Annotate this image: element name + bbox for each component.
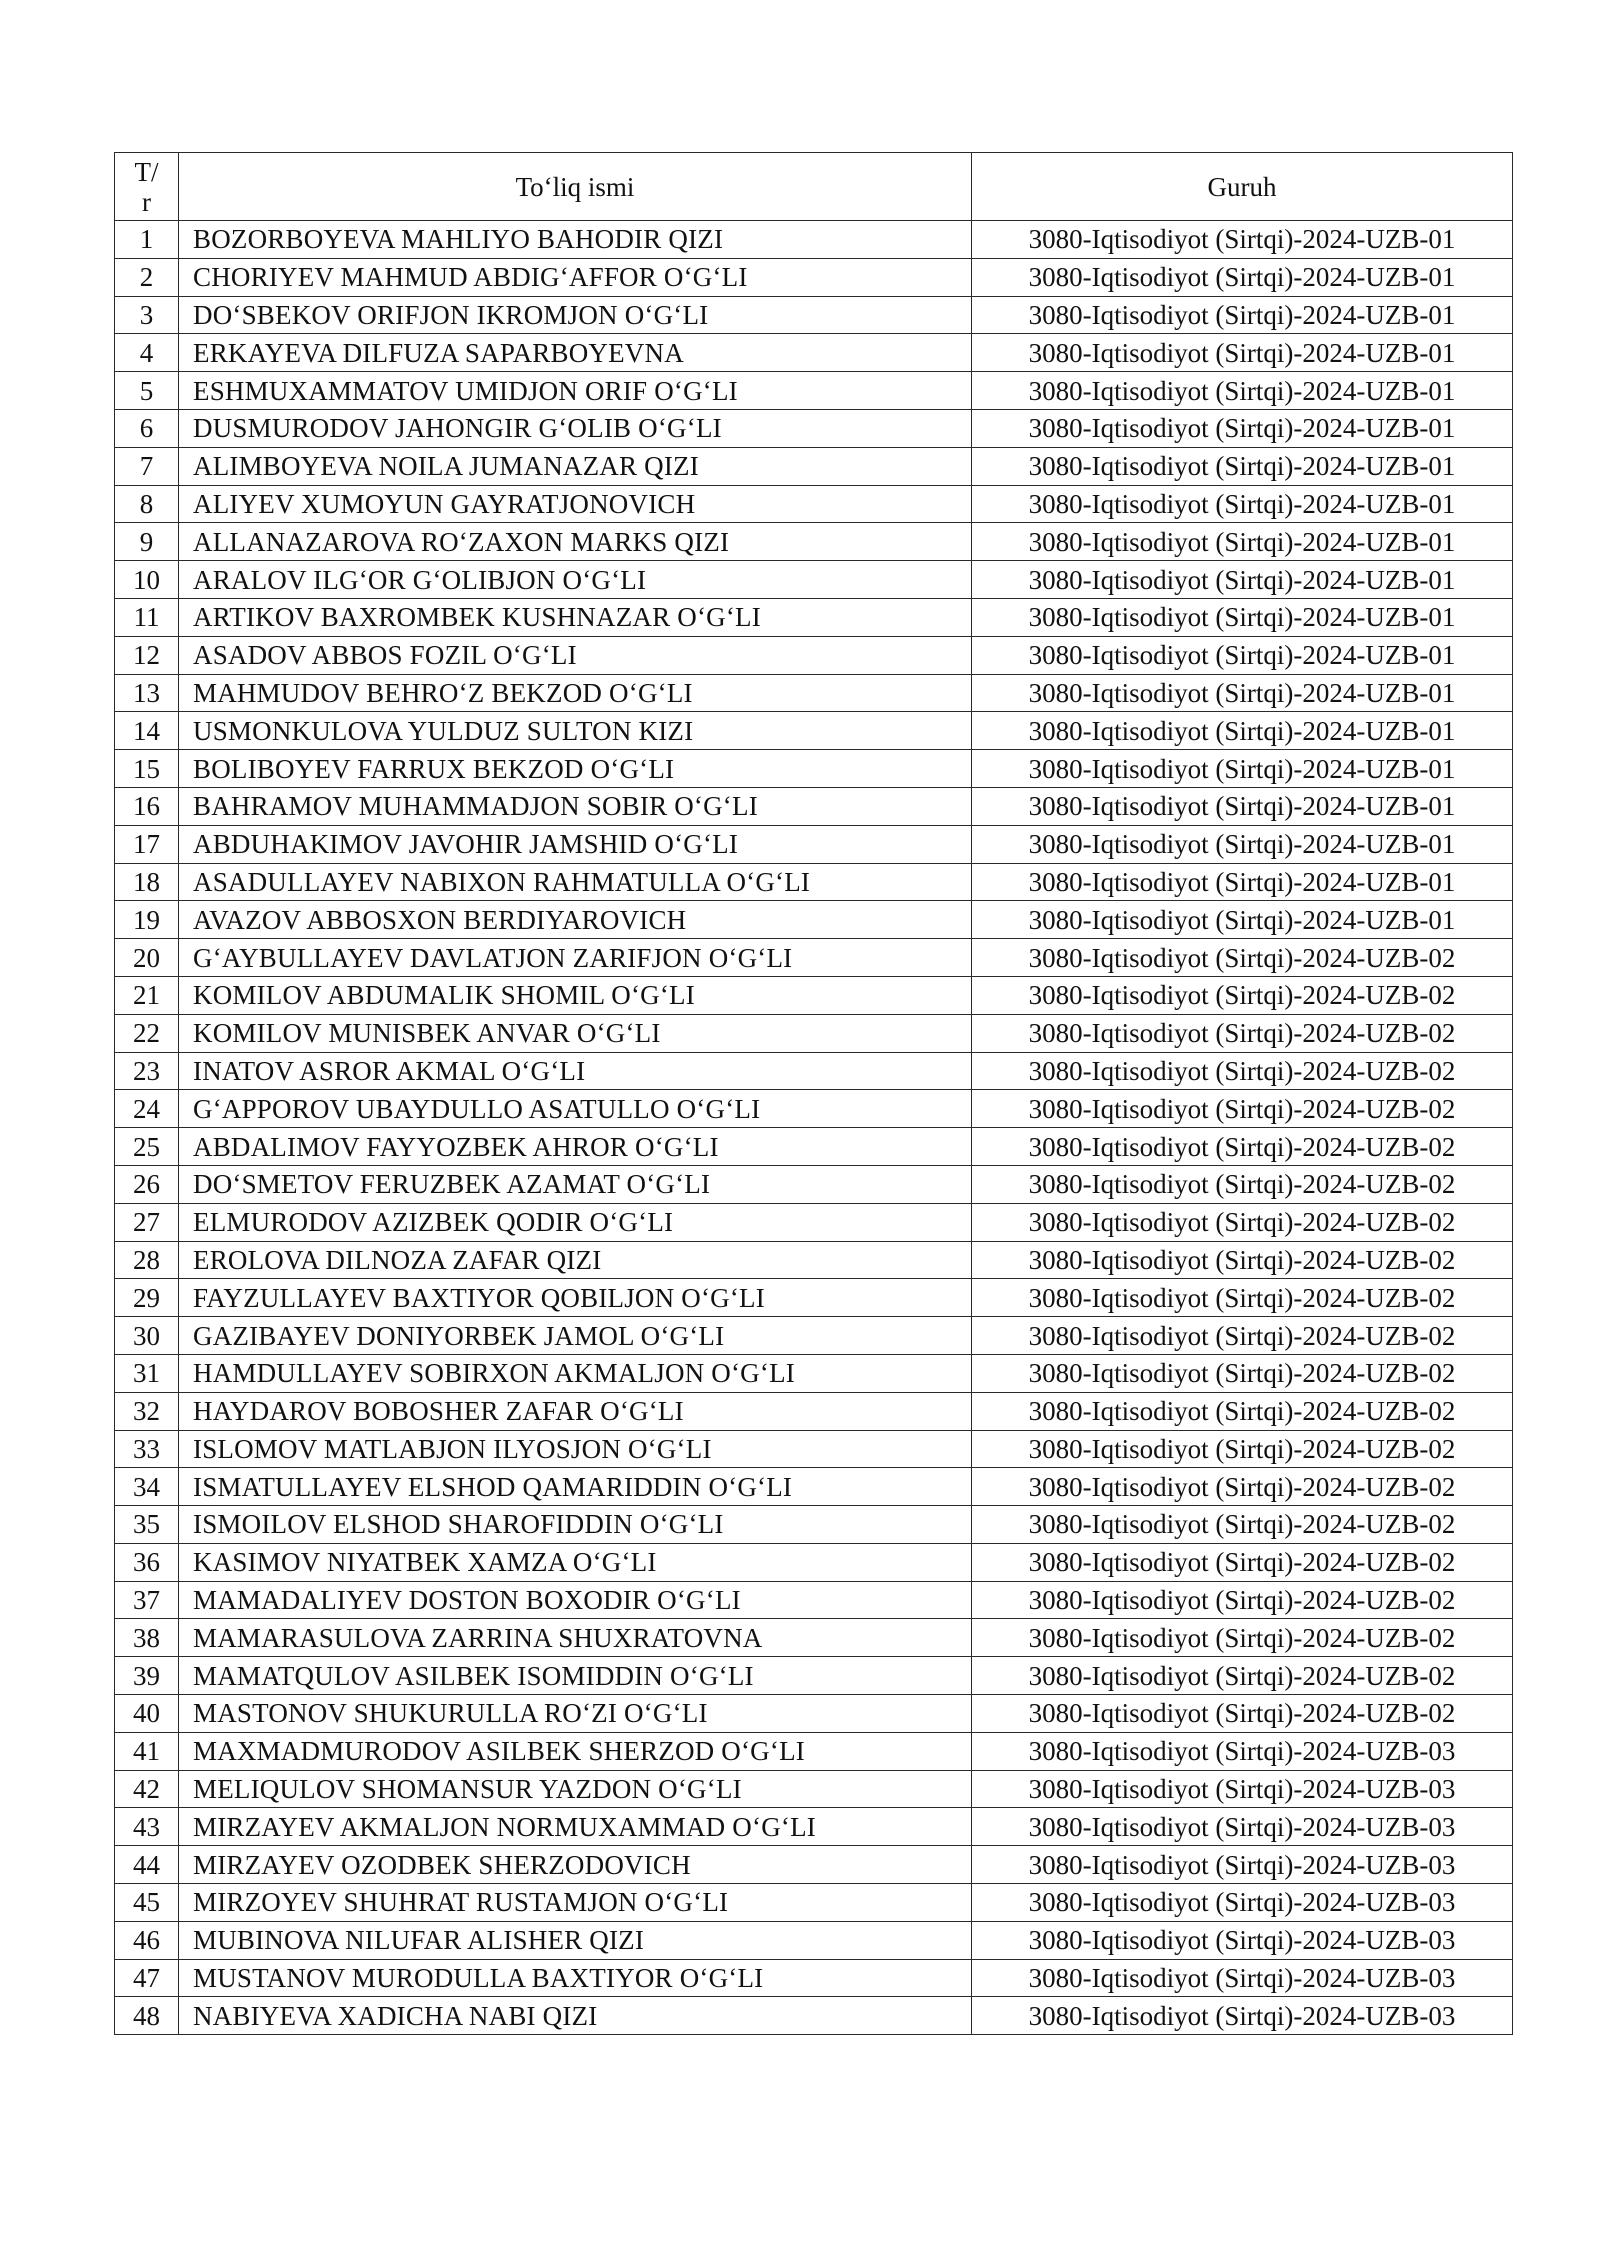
header-row <box>115 153 1513 221</box>
row-full-name: BAHRAMOV MUHAMMADJON SOBIR O‘G‘LI <box>179 787 972 825</box>
row-number: 20 <box>115 939 179 977</box>
row-full-name: MIRZAYEV AKMALJON NORMUXAMMAD O‘G‘LI <box>179 1808 972 1846</box>
row-number: 39 <box>115 1657 179 1695</box>
row-number: 30 <box>115 1317 179 1355</box>
table-row <box>115 1392 1513 1430</box>
row-full-name: ESHMUXAMMATOV UMIDJON ORIF O‘G‘LI <box>179 372 972 410</box>
row-group: 3080-Iqtisodiyot (Sirtqi)-2024-UZB-01 <box>972 485 1513 523</box>
row-group: 3080-Iqtisodiyot (Sirtqi)-2024-UZB-02 <box>972 939 1513 977</box>
row-group: 3080-Iqtisodiyot (Sirtqi)-2024-UZB-02 <box>972 1317 1513 1355</box>
row-group: 3080-Iqtisodiyot (Sirtqi)-2024-UZB-01 <box>972 636 1513 674</box>
header-number <box>115 153 179 221</box>
table-row <box>115 1732 1513 1770</box>
row-number: 6 <box>115 409 179 447</box>
row-number: 38 <box>115 1619 179 1657</box>
row-full-name: HAYDAROV BOBOSHER ZAFAR O‘G‘LI <box>179 1392 972 1430</box>
row-full-name: MELIQULOV SHOMANSUR YAZDON O‘G‘LI <box>179 1770 972 1808</box>
table-row <box>115 712 1513 750</box>
row-group: 3080-Iqtisodiyot (Sirtqi)-2024-UZB-02 <box>972 1695 1513 1733</box>
row-number: 23 <box>115 1052 179 1090</box>
row-number: 29 <box>115 1279 179 1317</box>
row-number: 43 <box>115 1808 179 1846</box>
table-row <box>115 1695 1513 1733</box>
table-row <box>115 1657 1513 1695</box>
table-row <box>115 1354 1513 1392</box>
table-row <box>115 1581 1513 1619</box>
row-full-name: ERKAYEVA DILFUZA SAPARBOYEVNA <box>179 334 972 372</box>
row-number: 15 <box>115 750 179 788</box>
row-group: 3080-Iqtisodiyot (Sirtqi)-2024-UZB-02 <box>972 1468 1513 1506</box>
row-group: 3080-Iqtisodiyot (Sirtqi)-2024-UZB-01 <box>972 561 1513 599</box>
table-row <box>115 485 1513 523</box>
table-row <box>115 636 1513 674</box>
table-row <box>115 1543 1513 1581</box>
row-group: 3080-Iqtisodiyot (Sirtqi)-2024-UZB-03 <box>972 1997 1513 2035</box>
table-row <box>115 1128 1513 1166</box>
table-row <box>115 523 1513 561</box>
row-full-name: GAZIBAYEV DONIYORBEK JAMOL O‘G‘LI <box>179 1317 972 1355</box>
row-group: 3080-Iqtisodiyot (Sirtqi)-2024-UZB-03 <box>972 1732 1513 1770</box>
row-group: 3080-Iqtisodiyot (Sirtqi)-2024-UZB-01 <box>972 409 1513 447</box>
row-number: 16 <box>115 787 179 825</box>
row-number: 5 <box>115 372 179 410</box>
row-number: 40 <box>115 1695 179 1733</box>
row-full-name: ASADULLAYEV NABIXON RAHMATULLA O‘G‘LI <box>179 863 972 901</box>
row-group: 3080-Iqtisodiyot (Sirtqi)-2024-UZB-01 <box>972 901 1513 939</box>
row-group: 3080-Iqtisodiyot (Sirtqi)-2024-UZB-01 <box>972 372 1513 410</box>
row-number: 36 <box>115 1543 179 1581</box>
table-row <box>115 1619 1513 1657</box>
table-row <box>115 1090 1513 1128</box>
document-page <box>114 152 1512 2035</box>
row-number: 10 <box>115 561 179 599</box>
row-full-name: ABDUHAKIMOV JAVOHIR JAMSHID O‘G‘LI <box>179 825 972 863</box>
table-row <box>115 409 1513 447</box>
table-row <box>115 939 1513 977</box>
row-number: 42 <box>115 1770 179 1808</box>
row-group: 3080-Iqtisodiyot (Sirtqi)-2024-UZB-02 <box>972 1392 1513 1430</box>
row-full-name: KOMILOV ABDUMALIK SHOMIL O‘G‘LI <box>179 976 972 1014</box>
header-group: Guruh <box>972 153 1513 221</box>
row-full-name: FAYZULLAYEV BAXTIYOR QOBILJON O‘G‘LI <box>179 1279 972 1317</box>
row-full-name: MAMARASULOVA ZARRINA SHUXRATOVNA <box>179 1619 972 1657</box>
row-full-name: ARTIKOV BAXROMBEK KUSHNAZAR O‘G‘LI <box>179 598 972 636</box>
row-full-name: ASADOV ABBOS FOZIL O‘G‘LI <box>179 636 972 674</box>
row-group: 3080-Iqtisodiyot (Sirtqi)-2024-UZB-03 <box>972 1808 1513 1846</box>
table-row <box>115 1165 1513 1203</box>
row-group: 3080-Iqtisodiyot (Sirtqi)-2024-UZB-03 <box>972 1846 1513 1884</box>
row-full-name: ABDALIMOV FAYYOZBEK AHROR O‘G‘LI <box>179 1128 972 1166</box>
row-group: 3080-Iqtisodiyot (Sirtqi)-2024-UZB-02 <box>972 1052 1513 1090</box>
row-number: 25 <box>115 1128 179 1166</box>
row-full-name: G‘AYBULLAYEV DAVLATJON ZARIFJON O‘G‘LI <box>179 939 972 977</box>
table-row <box>115 1808 1513 1846</box>
header-number-line1: T/ <box>134 156 159 187</box>
row-number: 11 <box>115 598 179 636</box>
row-group: 3080-Iqtisodiyot (Sirtqi)-2024-UZB-02 <box>972 1279 1513 1317</box>
row-group: 3080-Iqtisodiyot (Sirtqi)-2024-UZB-01 <box>972 863 1513 901</box>
table-row <box>115 750 1513 788</box>
row-group: 3080-Iqtisodiyot (Sirtqi)-2024-UZB-01 <box>972 523 1513 561</box>
row-number: 27 <box>115 1203 179 1241</box>
table-row <box>115 1430 1513 1468</box>
row-full-name: MASTONOV SHUKURULLA RO‘ZI O‘G‘LI <box>179 1695 972 1733</box>
row-number: 35 <box>115 1506 179 1544</box>
row-number: 31 <box>115 1354 179 1392</box>
row-full-name: BOZORBOYEVA MAHLIYO BAHODIR QIZI <box>179 221 972 259</box>
row-full-name: ALLANAZAROVA RO‘ZAXON MARKS QIZI <box>179 523 972 561</box>
row-number: 37 <box>115 1581 179 1619</box>
row-group: 3080-Iqtisodiyot (Sirtqi)-2024-UZB-02 <box>972 1090 1513 1128</box>
row-full-name: KOMILOV MUNISBEK ANVAR O‘G‘LI <box>179 1014 972 1052</box>
header-number-line2: r <box>142 186 151 217</box>
row-number: 28 <box>115 1241 179 1279</box>
row-number: 33 <box>115 1430 179 1468</box>
row-group: 3080-Iqtisodiyot (Sirtqi)-2024-UZB-01 <box>972 447 1513 485</box>
row-group: 3080-Iqtisodiyot (Sirtqi)-2024-UZB-03 <box>972 1921 1513 1959</box>
row-number: 45 <box>115 1884 179 1922</box>
table-row <box>115 863 1513 901</box>
row-number: 14 <box>115 712 179 750</box>
row-full-name: MIRZOYEV SHUHRAT RUSTAMJON O‘G‘LI <box>179 1884 972 1922</box>
row-group: 3080-Iqtisodiyot (Sirtqi)-2024-UZB-02 <box>972 1657 1513 1695</box>
table-row <box>115 1506 1513 1544</box>
table-row <box>115 221 1513 259</box>
row-group: 3080-Iqtisodiyot (Sirtqi)-2024-UZB-02 <box>972 1128 1513 1166</box>
row-full-name: DO‘SBEKOV ORIFJON IKROMJON O‘G‘LI <box>179 296 972 334</box>
table-row <box>115 372 1513 410</box>
row-number: 13 <box>115 674 179 712</box>
table-row <box>115 1241 1513 1279</box>
table-row <box>115 1846 1513 1884</box>
table-row <box>115 334 1513 372</box>
student-table <box>114 152 1513 2035</box>
row-number: 21 <box>115 976 179 1014</box>
row-group: 3080-Iqtisodiyot (Sirtqi)-2024-UZB-02 <box>972 976 1513 1014</box>
table-row <box>115 1052 1513 1090</box>
table-row <box>115 561 1513 599</box>
row-full-name: KASIMOV NIYATBEK XAMZA O‘G‘LI <box>179 1543 972 1581</box>
row-full-name: BOLIBOYEV FARRUX BEKZOD O‘G‘LI <box>179 750 972 788</box>
row-number: 7 <box>115 447 179 485</box>
table-row <box>115 1884 1513 1922</box>
row-group: 3080-Iqtisodiyot (Sirtqi)-2024-UZB-02 <box>972 1506 1513 1544</box>
table-header <box>115 153 1513 221</box>
row-number: 3 <box>115 296 179 334</box>
row-number: 18 <box>115 863 179 901</box>
row-number: 4 <box>115 334 179 372</box>
row-number: 26 <box>115 1165 179 1203</box>
row-group: 3080-Iqtisodiyot (Sirtqi)-2024-UZB-01 <box>972 712 1513 750</box>
table-row <box>115 1770 1513 1808</box>
row-number: 47 <box>115 1959 179 1997</box>
row-full-name: ISMOILOV ELSHOD SHAROFIDDIN O‘G‘LI <box>179 1506 972 1544</box>
table-row <box>115 447 1513 485</box>
row-number: 24 <box>115 1090 179 1128</box>
row-number: 34 <box>115 1468 179 1506</box>
row-full-name: DUSMURODOV JAHONGIR G‘OLIB O‘G‘LI <box>179 409 972 447</box>
row-full-name: ISMATULLAYEV ELSHOD QAMARIDDIN O‘G‘LI <box>179 1468 972 1506</box>
row-group: 3080-Iqtisodiyot (Sirtqi)-2024-UZB-01 <box>972 598 1513 636</box>
row-number: 46 <box>115 1921 179 1959</box>
row-full-name: EROLOVA DILNOZA ZAFAR QIZI <box>179 1241 972 1279</box>
table-row <box>115 825 1513 863</box>
row-full-name: MAMADALIYEV DOSTON BOXODIR O‘G‘LI <box>179 1581 972 1619</box>
row-number: 17 <box>115 825 179 863</box>
row-number: 48 <box>115 1997 179 2035</box>
row-full-name: ELMURODOV AZIZBEK QODIR O‘G‘LI <box>179 1203 972 1241</box>
row-group: 3080-Iqtisodiyot (Sirtqi)-2024-UZB-01 <box>972 825 1513 863</box>
table-body <box>115 221 1513 2035</box>
row-number: 12 <box>115 636 179 674</box>
row-group: 3080-Iqtisodiyot (Sirtqi)-2024-UZB-01 <box>972 334 1513 372</box>
table-row <box>115 296 1513 334</box>
row-number: 8 <box>115 485 179 523</box>
table-row <box>115 1279 1513 1317</box>
row-full-name: HAMDULLAYEV SOBIRXON AKMALJON O‘G‘LI <box>179 1354 972 1392</box>
row-full-name: MAMATQULOV ASILBEK ISOMIDDIN O‘G‘LI <box>179 1657 972 1695</box>
row-number: 19 <box>115 901 179 939</box>
row-full-name: MAHMUDOV BEHRO‘Z BEKZOD O‘G‘LI <box>179 674 972 712</box>
row-group: 3080-Iqtisodiyot (Sirtqi)-2024-UZB-01 <box>972 674 1513 712</box>
header-full-name: To‘liq ismi <box>179 153 972 221</box>
row-number: 22 <box>115 1014 179 1052</box>
row-group: 3080-Iqtisodiyot (Sirtqi)-2024-UZB-01 <box>972 296 1513 334</box>
row-group: 3080-Iqtisodiyot (Sirtqi)-2024-UZB-01 <box>972 221 1513 259</box>
row-full-name: ALIMBOYEVA NOILA JUMANAZAR QIZI <box>179 447 972 485</box>
row-number: 9 <box>115 523 179 561</box>
row-full-name: MAXMADMURODOV ASILBEK SHERZOD O‘G‘LI <box>179 1732 972 1770</box>
row-group: 3080-Iqtisodiyot (Sirtqi)-2024-UZB-02 <box>972 1241 1513 1279</box>
row-full-name: MUBINOVA NILUFAR ALISHER QIZI <box>179 1921 972 1959</box>
row-number: 1 <box>115 221 179 259</box>
row-full-name: ISLOMOV MATLABJON ILYOSJON O‘G‘LI <box>179 1430 972 1468</box>
table-row <box>115 1959 1513 1997</box>
table-row <box>115 598 1513 636</box>
table-row <box>115 258 1513 296</box>
row-full-name: MUSTANOV MURODULLA BAXTIYOR O‘G‘LI <box>179 1959 972 1997</box>
row-full-name: NABIYEVA XADICHA NABI QIZI <box>179 1997 972 2035</box>
row-group: 3080-Iqtisodiyot (Sirtqi)-2024-UZB-02 <box>972 1430 1513 1468</box>
row-group: 3080-Iqtisodiyot (Sirtqi)-2024-UZB-03 <box>972 1770 1513 1808</box>
row-group: 3080-Iqtisodiyot (Sirtqi)-2024-UZB-02 <box>972 1543 1513 1581</box>
table-row <box>115 674 1513 712</box>
row-full-name: MIRZAYEV OZODBEK SHERZODOVICH <box>179 1846 972 1884</box>
table-row <box>115 1997 1513 2035</box>
table-row <box>115 901 1513 939</box>
row-full-name: DO‘SMETOV FERUZBEK AZAMAT O‘G‘LI <box>179 1165 972 1203</box>
row-group: 3080-Iqtisodiyot (Sirtqi)-2024-UZB-02 <box>972 1581 1513 1619</box>
row-group: 3080-Iqtisodiyot (Sirtqi)-2024-UZB-02 <box>972 1619 1513 1657</box>
table-row <box>115 1468 1513 1506</box>
table-row <box>115 787 1513 825</box>
row-full-name: G‘APPOROV UBAYDULLO ASATULLO O‘G‘LI <box>179 1090 972 1128</box>
row-group: 3080-Iqtisodiyot (Sirtqi)-2024-UZB-01 <box>972 258 1513 296</box>
row-full-name: AVAZOV ABBOSXON BERDIYAROVICH <box>179 901 972 939</box>
table-row <box>115 1921 1513 1959</box>
row-full-name: INATOV ASROR AKMAL O‘G‘LI <box>179 1052 972 1090</box>
row-group: 3080-Iqtisodiyot (Sirtqi)-2024-UZB-02 <box>972 1203 1513 1241</box>
row-number: 2 <box>115 258 179 296</box>
row-group: 3080-Iqtisodiyot (Sirtqi)-2024-UZB-02 <box>972 1165 1513 1203</box>
row-full-name: ALIYEV XUMOYUN GAYRATJONOVICH <box>179 485 972 523</box>
table-row <box>115 1203 1513 1241</box>
row-group: 3080-Iqtisodiyot (Sirtqi)-2024-UZB-03 <box>972 1884 1513 1922</box>
row-full-name: USMONKULOVA YULDUZ SULTON KIZI <box>179 712 972 750</box>
row-group: 3080-Iqtisodiyot (Sirtqi)-2024-UZB-01 <box>972 750 1513 788</box>
table-row <box>115 1317 1513 1355</box>
row-group: 3080-Iqtisodiyot (Sirtqi)-2024-UZB-02 <box>972 1014 1513 1052</box>
row-full-name: CHORIYEV MAHMUD ABDIG‘AFFOR O‘G‘LI <box>179 258 972 296</box>
table-row <box>115 1014 1513 1052</box>
row-number: 41 <box>115 1732 179 1770</box>
table-row <box>115 976 1513 1014</box>
row-group: 3080-Iqtisodiyot (Sirtqi)-2024-UZB-02 <box>972 1354 1513 1392</box>
row-group: 3080-Iqtisodiyot (Sirtqi)-2024-UZB-03 <box>972 1959 1513 1997</box>
row-group: 3080-Iqtisodiyot (Sirtqi)-2024-UZB-01 <box>972 787 1513 825</box>
row-number: 32 <box>115 1392 179 1430</box>
row-full-name: ARALOV ILG‘OR G‘OLIBJON O‘G‘LI <box>179 561 972 599</box>
row-number: 44 <box>115 1846 179 1884</box>
